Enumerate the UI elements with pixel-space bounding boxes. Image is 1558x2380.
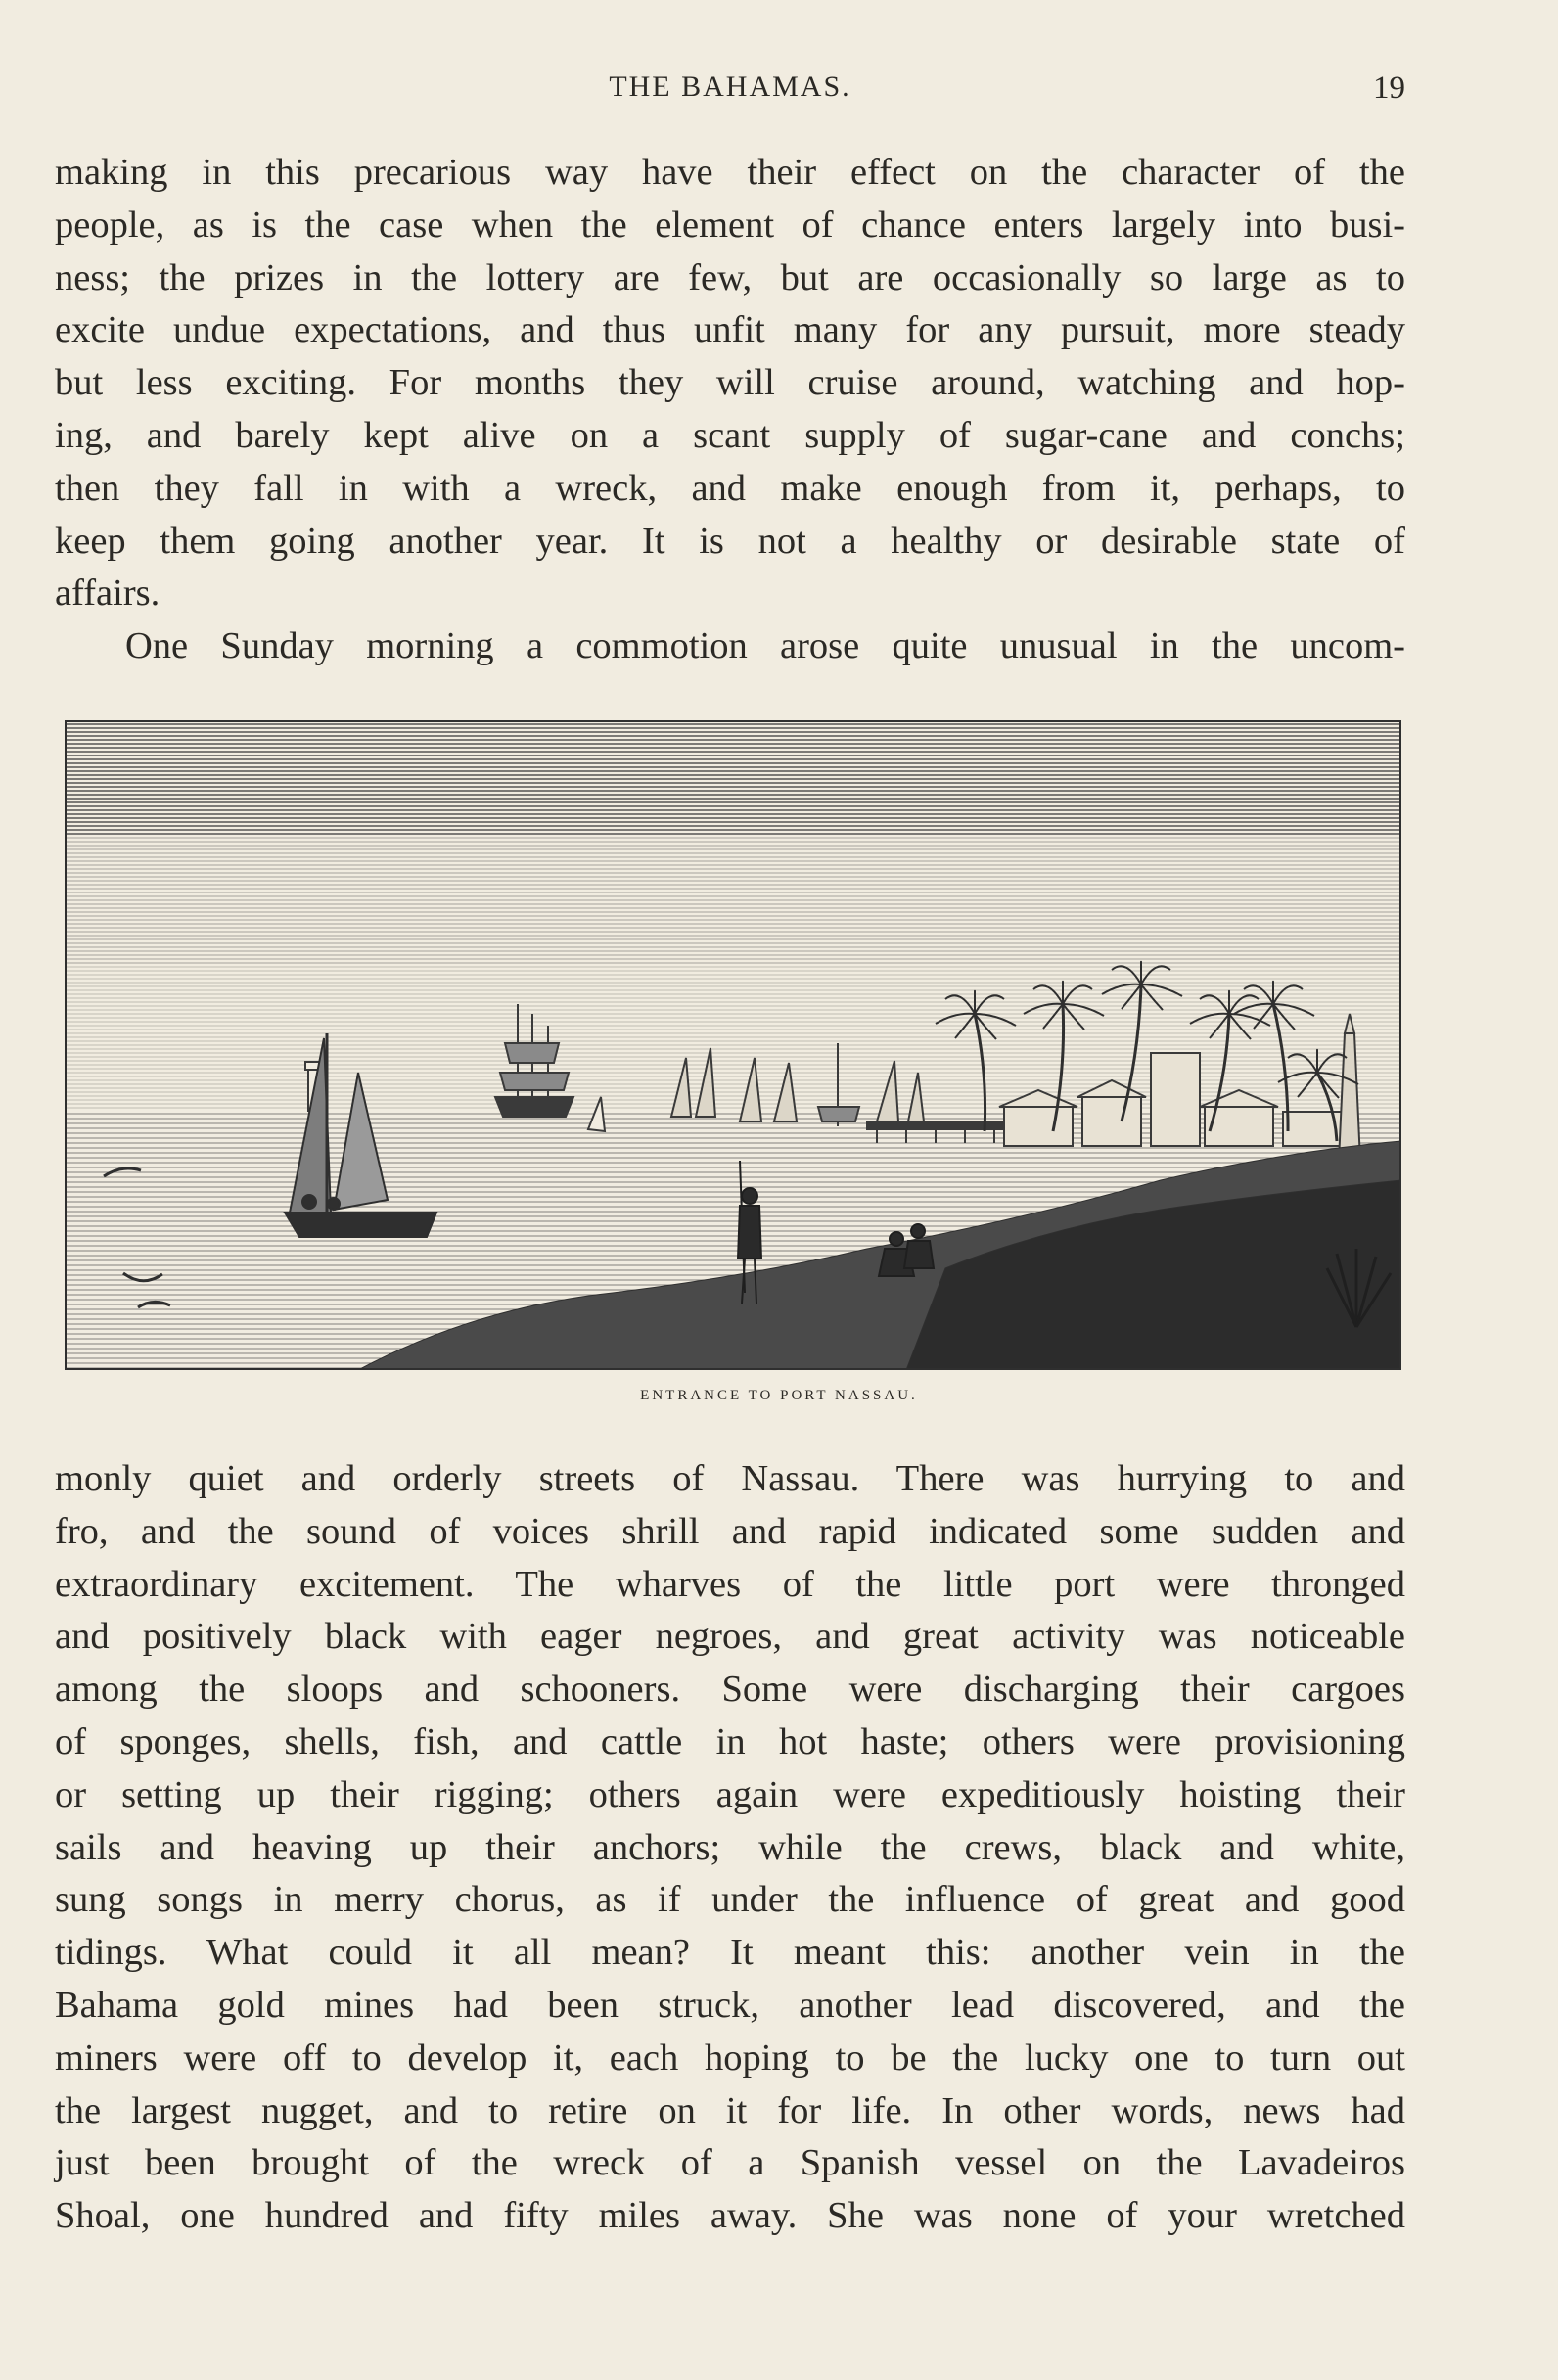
text-line: affairs. — [55, 572, 160, 615]
distant-ships — [495, 1004, 924, 1131]
text-line: tidings. What could it all mean? It meant this: another vein in the — [55, 1932, 1405, 1974]
seated-figures — [879, 1224, 934, 1276]
text-line: miners were off to develop it, each hoping to be the lucky one to turn out — [55, 2037, 1405, 2079]
text-line: just been brought of the wreck of a Spanish vessel on the Lavadeiros — [55, 2142, 1405, 2184]
page-number: 19 — [1373, 70, 1405, 106]
text-line: fro, and the sound of voices shrill and rapid indicated some sudden and — [55, 1510, 1405, 1552]
text-line: Shoal, one hundred and fifty miles away. She was none of your wretched — [55, 2195, 1405, 2237]
body-text-top — [55, 147, 1405, 673]
figure-caption: ENTRANCE TO PORT NASSAU. — [640, 1388, 918, 1403]
text-line: extraordinary excitement. The wharves of the little port were thronged — [55, 1563, 1405, 1605]
running-head — [55, 70, 1405, 119]
text-line: sung songs in merry chorus, as if under the influence of great and good — [55, 1879, 1405, 1921]
body-text-bottom — [55, 1453, 1405, 2243]
text-line: sails and heaving up their anchors; while the crews, black and white, — [55, 1826, 1405, 1868]
text-line: the largest nugget, and to retire on it for life. In other words, news had — [55, 2089, 1405, 2131]
text-line: of sponges, shells, fish, and cattle in hot haste; others were provisioning — [55, 1720, 1405, 1762]
sky-hatching — [65, 724, 1401, 1108]
text-line: but less exciting. For months they will cruise around, watching and hop- — [55, 362, 1405, 404]
text-line: keep them going another year. It is not a healthy or desirable state of — [55, 520, 1405, 562]
text-line: ing, and barely kept alive on a scant supply of sugar-cane and conchs; — [55, 414, 1405, 456]
text-line: Bahama gold mines had been struck, another lead discovered, and the — [55, 1984, 1405, 2026]
text-line: people, as is the case when the element of chance enters largely into busi- — [55, 204, 1405, 246]
text-line: or setting up their rigging; others again were expeditiously hoisting their — [55, 1773, 1405, 1815]
engraving-illustration — [65, 720, 1401, 1370]
text-line: among the sloops and schooners. Some were discharging their cargoes — [55, 1669, 1405, 1711]
text-line: making in this precarious way have their effect on the character of the — [55, 152, 1405, 193]
running-title: THE BAHAMAS. — [609, 70, 851, 103]
text-line: then they fall in with a wreck, and make enough from it, perhaps, to — [55, 467, 1405, 509]
seabirds — [104, 1168, 170, 1307]
text-line: ness; the prizes in the lottery are few, but are occasionally so large as to — [55, 256, 1405, 298]
town-buildings — [999, 1053, 1342, 1146]
text-line: excite undue expectations, and thus unfit many for any pursuit, more steady — [55, 309, 1405, 351]
text-line: monly quiet and orderly streets of Nassau. There was hurrying to and — [55, 1458, 1405, 1499]
text-line: and positively black with eager negroes, and great activity was noticeable — [55, 1616, 1405, 1658]
text-line: One Sunday morning a commotion arose quite unusual in the uncom- — [125, 625, 1405, 667]
